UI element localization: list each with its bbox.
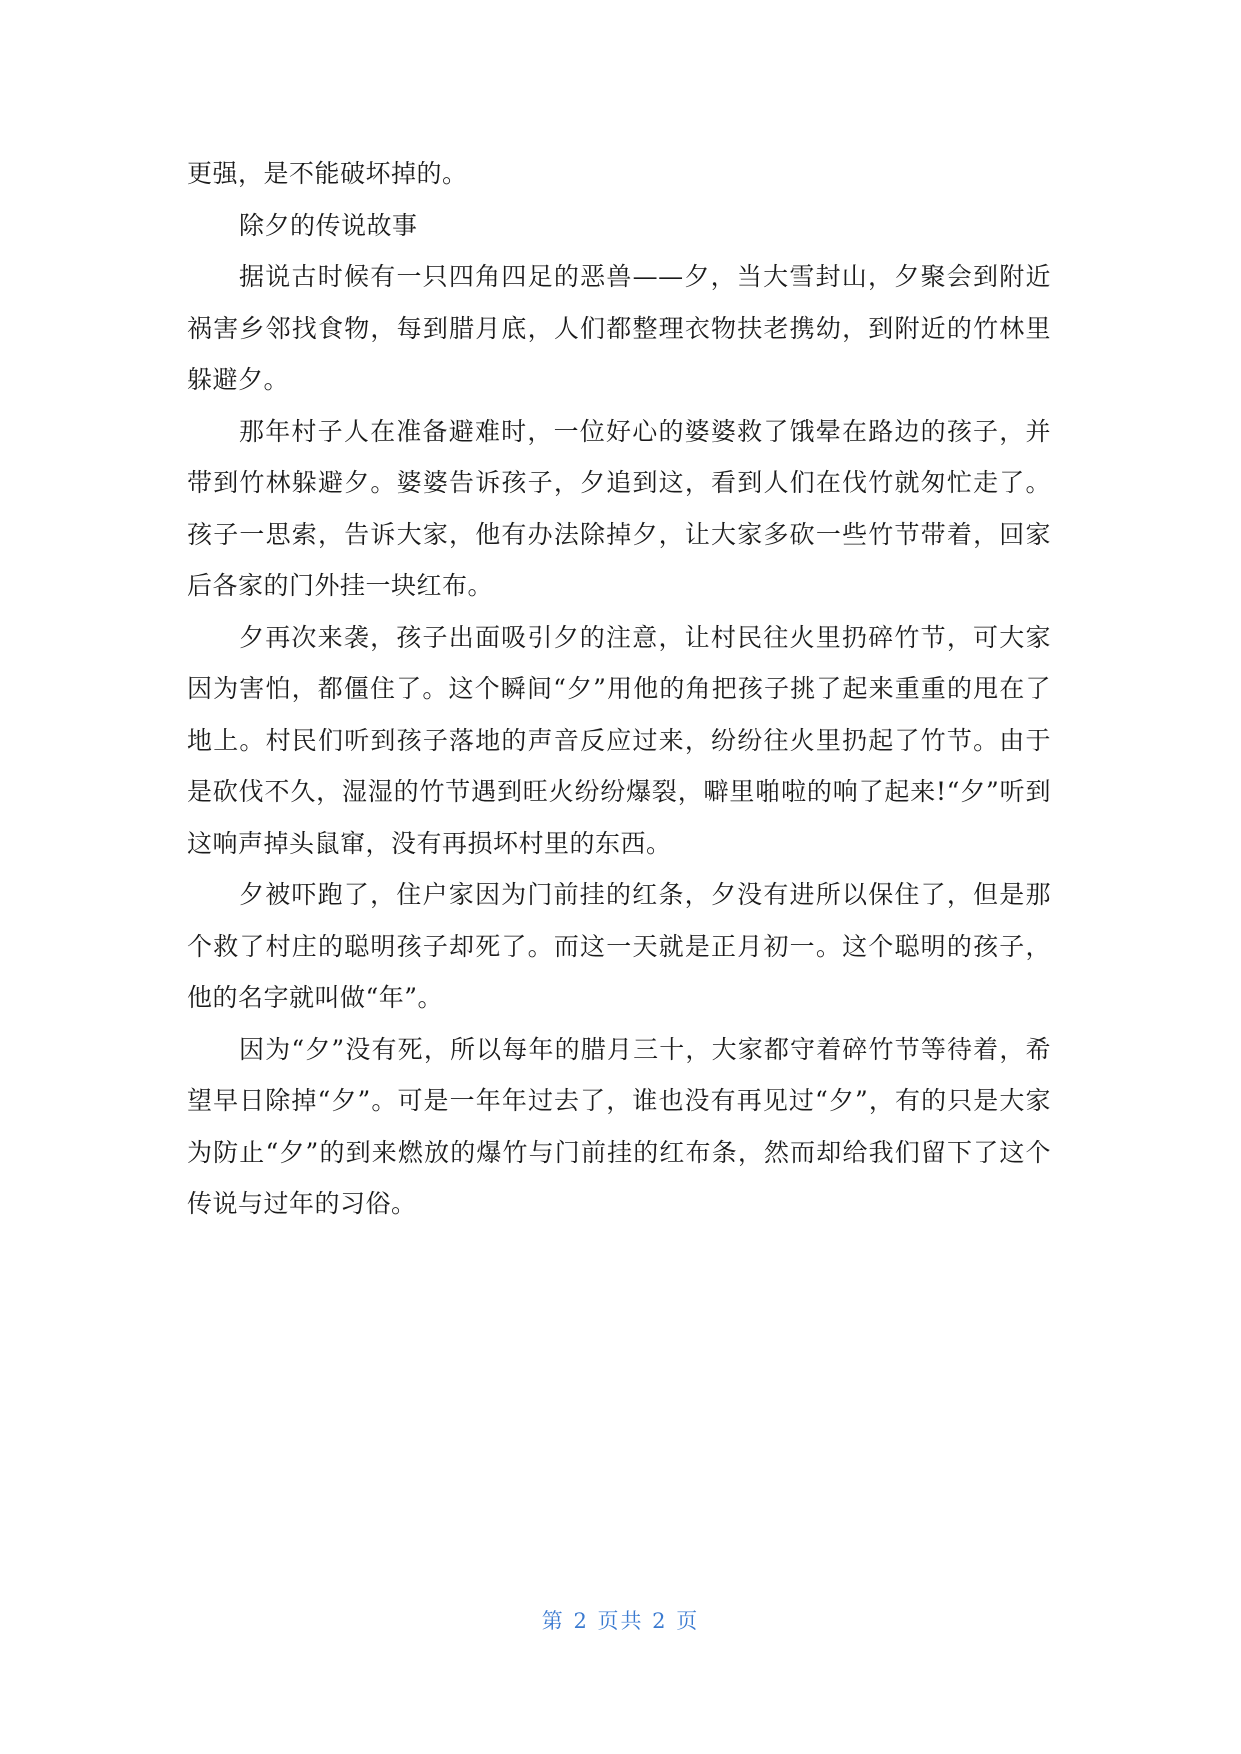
paragraph-7: 因为“夕”没有死，所以每年的腊月三十，大家都守着碎竹节等待着，希望早日除掉“夕”。可是一年年过去了，谁也没有再见过“夕”，有的只是大家为防止“夕”的到来燃放的爆竹与门前挂的红布条，然而却给我们留下了这个传说与过年的习俗。 [187,1034,1051,1218]
paragraph-5: 夕再次来袭，孩子出面吸引夕的注意，让村民往火里扔碎竹节，可大家因为害怕，都僵住了。这个瞬间“夕”用他的角把孩子挑了起来重重的甩在了地上。村民们听到孩子落地的声音反应过来，纷纷往火里扔起了竹节。由于是砍伐不久，湿湿的竹节遇到旺火纷纷爆裂，噼里啪啦的响了起来!“夕”听到这响声掉头鼠窜，没有再损坏村里的东西。 [187,622,1051,858]
document-body [187,148,1051,1230]
paragraph-6: 夕被吓跑了，住户家因为门前挂的红条，夕没有进所以保住了，但是那个救了村庄的聪明孩子却死了。而这一天就是正月初一。这个聪明的孩子，他的名字就叫做“年”。 [187,880,1051,1012]
paragraph-1: 更强，是不能破坏掉的。 [187,159,468,188]
paragraph-3: 据说古时候有一只四角四足的恶兽——夕，当大雪封山，夕聚会到附近祸害乡邻找食物，每到腊月底，人们都整理衣物扶老携幼，到附近的竹林里躲避夕。 [187,262,1051,394]
paragraph-4: 那年村子人在准备避难时，一位好心的婆婆救了饿晕在路边的孩子，并带到竹林躲避夕。婆婆告诉孩子，夕追到这，看到人们在伐竹就匆忙走了。孩子一思索，告诉大家，他有办法除掉夕，让大家多砍一些竹节带着，回家后各家的门外挂一块红布。 [187,416,1051,600]
section-title: 除夕的传说故事 [239,210,418,240]
page-number-footer: 第 2 页共 2 页 [541,1609,700,1633]
